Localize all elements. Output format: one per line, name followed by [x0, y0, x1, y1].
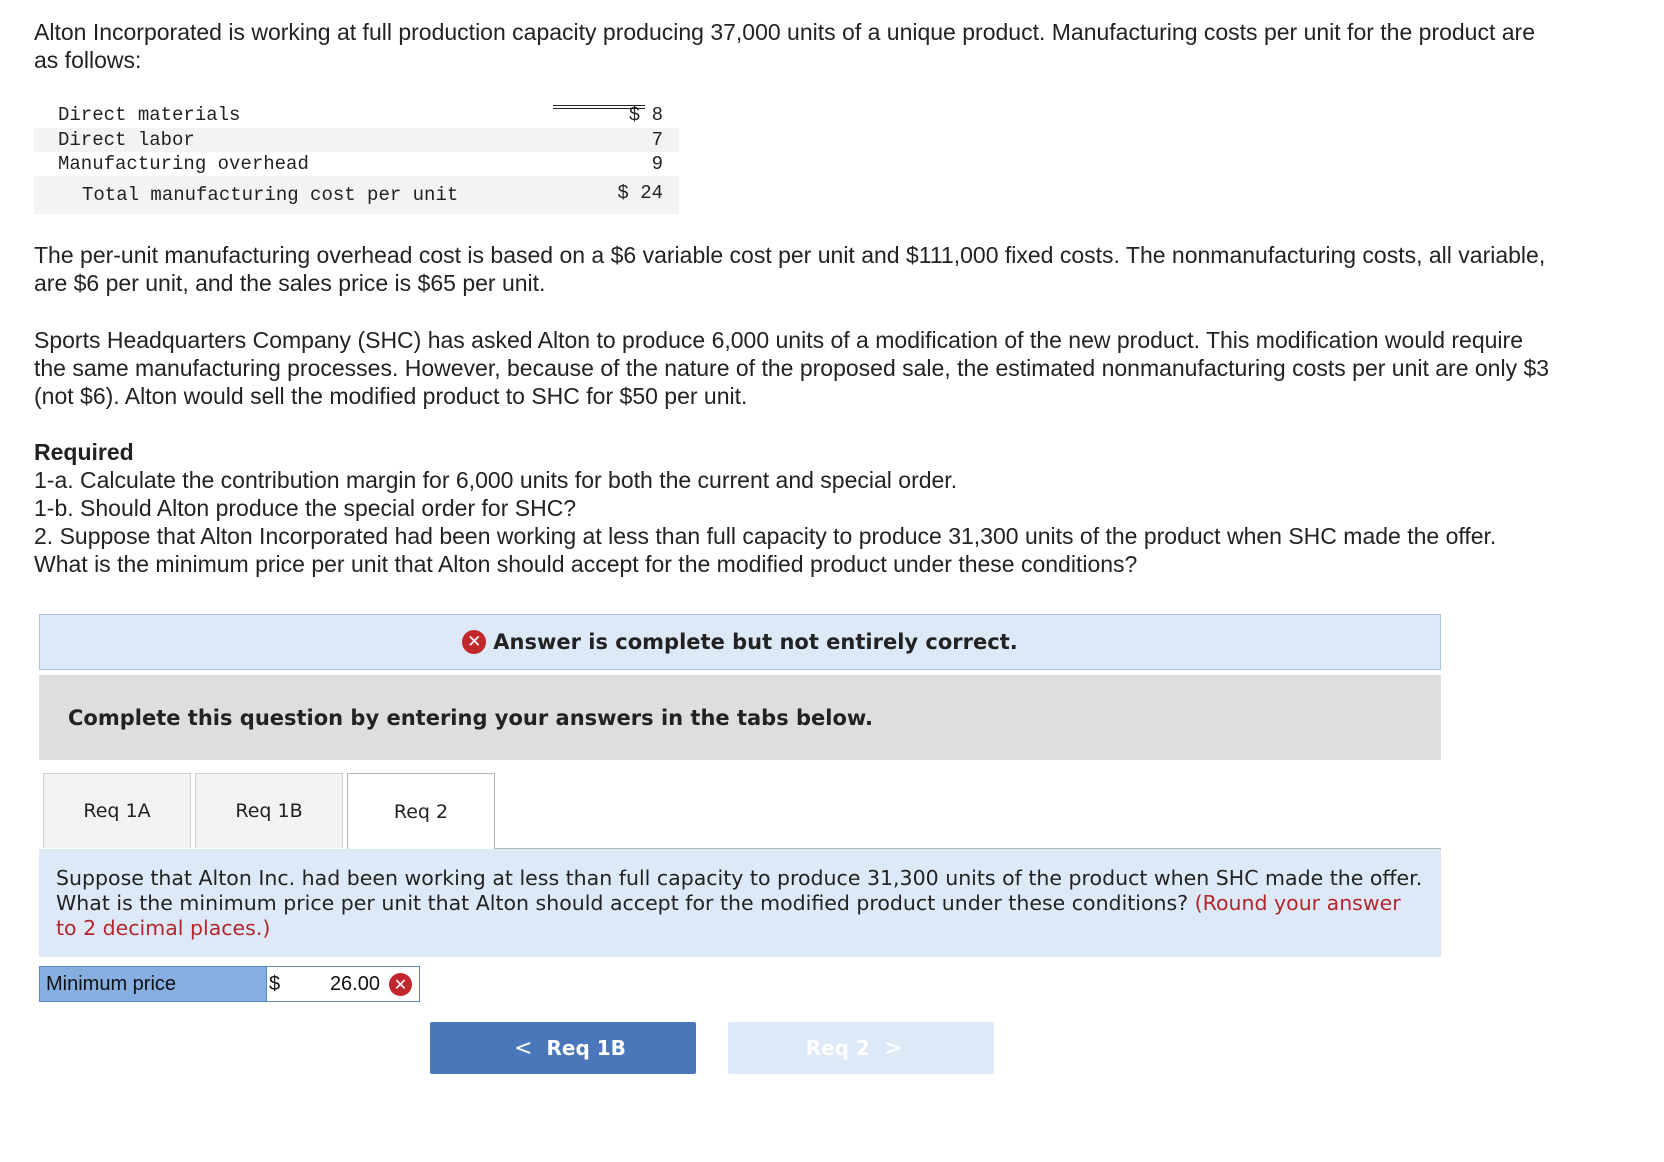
double-underline — [553, 108, 645, 109]
tab-req-2[interactable]: Req 2 — [347, 773, 495, 849]
instruction-box — [39, 675, 1441, 760]
cost-value: 7 — [651, 129, 663, 151]
rounding-hint: (Round your answer to 2 decimal places.) — [56, 891, 1401, 940]
cost-row — [34, 103, 679, 127]
cost-label: Manufacturing overhead — [58, 153, 309, 175]
minimum-price-label: Minimum price — [39, 966, 267, 1002]
double-underline — [553, 105, 645, 106]
prev-button-label: Req 1B — [546, 1036, 626, 1060]
requirement-1a: 1-a. Calculate the contribution margin for 6,000 units for both the current and special order. — [34, 467, 958, 493]
cost-row — [34, 152, 679, 176]
cost-total-row — [34, 176, 679, 214]
prev-req-button[interactable] — [430, 1022, 696, 1074]
incorrect-icon: ✕ — [389, 973, 412, 996]
currency-symbol: $ — [269, 973, 281, 995]
chevron-right-icon: > — [883, 1035, 903, 1061]
tab-req-1b[interactable]: Req 1B — [195, 773, 343, 848]
overhead-paragraph: The per-unit manufacturing overhead cost is based on a $6 variable cost per unit and $111,000 fixed costs. The nonmanufacturing costs, all variable, are $6 per unit, and the sales price is $65 per unit. — [34, 242, 1546, 296]
answer-value[interactable]: 26.00 — [329, 973, 380, 995]
minimum-price-input[interactable] — [266, 966, 420, 1002]
requirements — [34, 438, 1554, 578]
tab-req-1a[interactable]: Req 1A — [43, 773, 191, 848]
required-heading: Required — [34, 439, 134, 465]
requirement-2: 2. Suppose that Alton Incorporated had been working at less than full capacity to produce 31,300 units of the product when SHC made the offer. What is the minimum price per unit that Alton should accept for the modified product under these conditions? — [34, 523, 1497, 577]
cost-total-value: $ 24 — [617, 182, 663, 204]
shc-paragraph: Sports Headquarters Company (SHC) has asked Alton to produce 6,000 units of a modification of the new product. This modification would require the same manufacturing processes. However, because of the nature of the proposed sale, the estimated nonmanufacturing costs per unit are only $3 (not $6). Alton would sell the modified product to SHC for $50 per unit. — [34, 327, 1550, 409]
cost-row — [34, 128, 679, 152]
feedback-message: Answer is complete but not entirely correct. — [493, 630, 1018, 654]
cost-value: 9 — [587, 152, 679, 177]
cost-value: $ 8 — [628, 104, 663, 126]
next-req-button[interactable] — [728, 1022, 994, 1074]
feedback-banner — [39, 614, 1441, 670]
cost-label: Direct labor — [58, 129, 195, 151]
next-button-label: Req 2 — [805, 1036, 870, 1060]
cost-label: Direct materials — [58, 104, 241, 126]
instruction-text: Complete this question by entering your answers in the tabs below. — [68, 705, 873, 730]
x-circle-icon: ✕ — [462, 630, 486, 654]
question-text: Suppose that Alton Inc. had been working at less than full capacity to produce 31,300 units of the product when SHC made the offer. What is the minimum price per unit that Alton should accept for the modified product under these conditions? — [56, 866, 1423, 915]
requirement-1b: 1-b. Should Alton produce the special order for SHC? — [34, 495, 577, 521]
question-panel — [39, 849, 1441, 957]
chevron-left-icon: < — [514, 1035, 533, 1061]
intro-paragraph: Alton Incorporated is working at full production capacity producing 37,000 units of a unique product. Manufacturing costs per unit for the product are as follows: — [34, 19, 1535, 73]
cost-total-label: Total manufacturing cost per unit — [82, 184, 459, 206]
